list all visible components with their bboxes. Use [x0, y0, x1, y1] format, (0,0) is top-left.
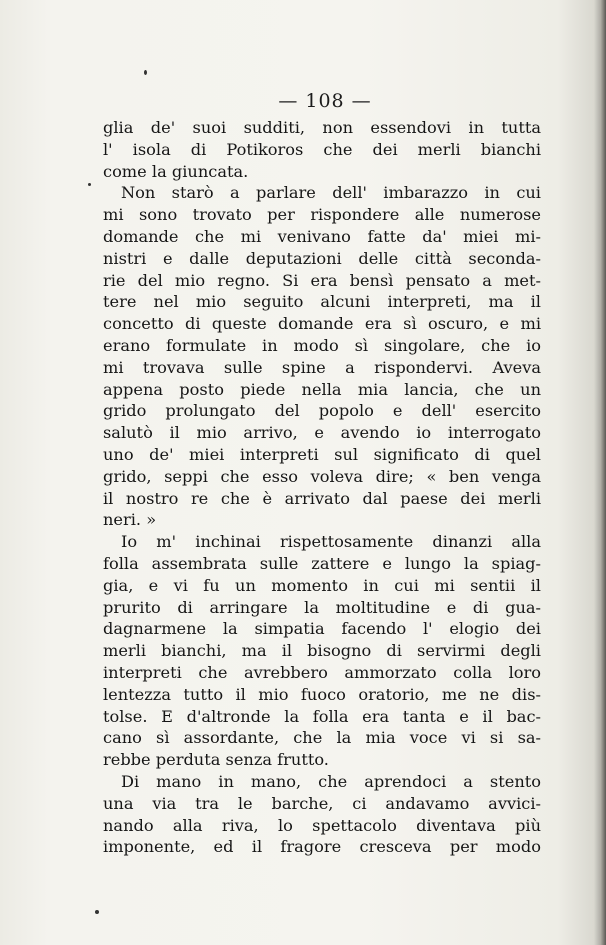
text-line: il nostro re che è arrivato dal paese dei merli: [103, 488, 541, 508]
text-line: nistri e dalle deputazioni delle città seconda-: [103, 248, 541, 268]
text-line: rie del mio regno. Si era bensì pensato a met-: [103, 270, 541, 290]
page-number: — 108 —: [278, 90, 372, 112]
text-line: merli bianchi, ma il bisogno di servirmi degli: [103, 641, 541, 661]
text-line: tolse. E d'altronde la folla era tanta e il bac-: [103, 706, 541, 726]
body-text: [103, 117, 541, 858]
ink-speck: [144, 70, 147, 75]
text-line: Io m' inchinai rispettosamente dinanzi alla: [121, 532, 541, 552]
text-line: Non starò a parlare dell' imbarazzo in cui: [121, 183, 541, 203]
text-line: dagnarmene la simpatia facendo l' elogio dei: [103, 619, 541, 639]
text-line: rebbe perduta senza frutto.: [103, 750, 329, 770]
text-line: l' isola di Potikoros che dei merli bianchi: [103, 139, 541, 159]
text-line: grido, seppi che esso voleva dire; « ben venga: [103, 466, 541, 486]
text-line: concetto di queste domande era sì oscuro, e mi: [103, 314, 541, 334]
text-line: neri. »: [103, 510, 157, 530]
text-line: salutò il mio arrivo, e avendo io interrogato: [103, 423, 541, 443]
text-line: nando alla riva, lo spettacolo diventava più: [103, 815, 541, 835]
text-line: interpreti che avrebbero ammorzato colla loro: [103, 662, 541, 682]
page-edge-shadow: [600, 0, 606, 945]
text-line: domande che mi venivano fatte da' miei mi-: [103, 226, 541, 246]
text-line: Di mano in mano, che aprendoci a stento: [121, 771, 541, 791]
text-line: glia de' suoi sudditi, non essendovi in tutta: [103, 118, 541, 137]
text-line: come la giuncata.: [103, 161, 249, 181]
text-line: folla assembrata sulle zattere e lungo la spiag-: [103, 553, 541, 573]
text-line: una via tra le barche, ci andavamo avvici-: [103, 793, 541, 813]
text-line: cano sì assordante, che la mia voce vi si sa-: [103, 728, 541, 748]
ink-speck: [88, 183, 91, 186]
text-line: grido prolungato del popolo e dell' esercito: [103, 401, 541, 421]
ink-speck: [95, 910, 99, 914]
text-line: mi trovava sulle spine a rispondervi. Aveva: [103, 357, 541, 377]
text-line: erano formulate in modo sì singolare, che io: [103, 335, 541, 355]
text-line: appena posto piede nella mia lancia, che un: [103, 379, 541, 399]
text-line: uno de' miei interpreti sul significato di quel: [103, 444, 541, 464]
text-line: gia, e vi fu un momento in cui mi sentii il: [103, 575, 541, 595]
text-line: mi sono trovato per rispondere alle numerose: [103, 205, 541, 225]
text-line: imponente, ed il fragore cresceva per modo: [103, 837, 541, 857]
text-line: prurito di arringare la moltitudine e di gua-: [103, 597, 541, 617]
text-line: lentezza tutto il mio fuoco oratorio, me ne dis-: [103, 684, 541, 704]
text-line: tere nel mio seguito alcuni interpreti, ma il: [103, 292, 541, 312]
